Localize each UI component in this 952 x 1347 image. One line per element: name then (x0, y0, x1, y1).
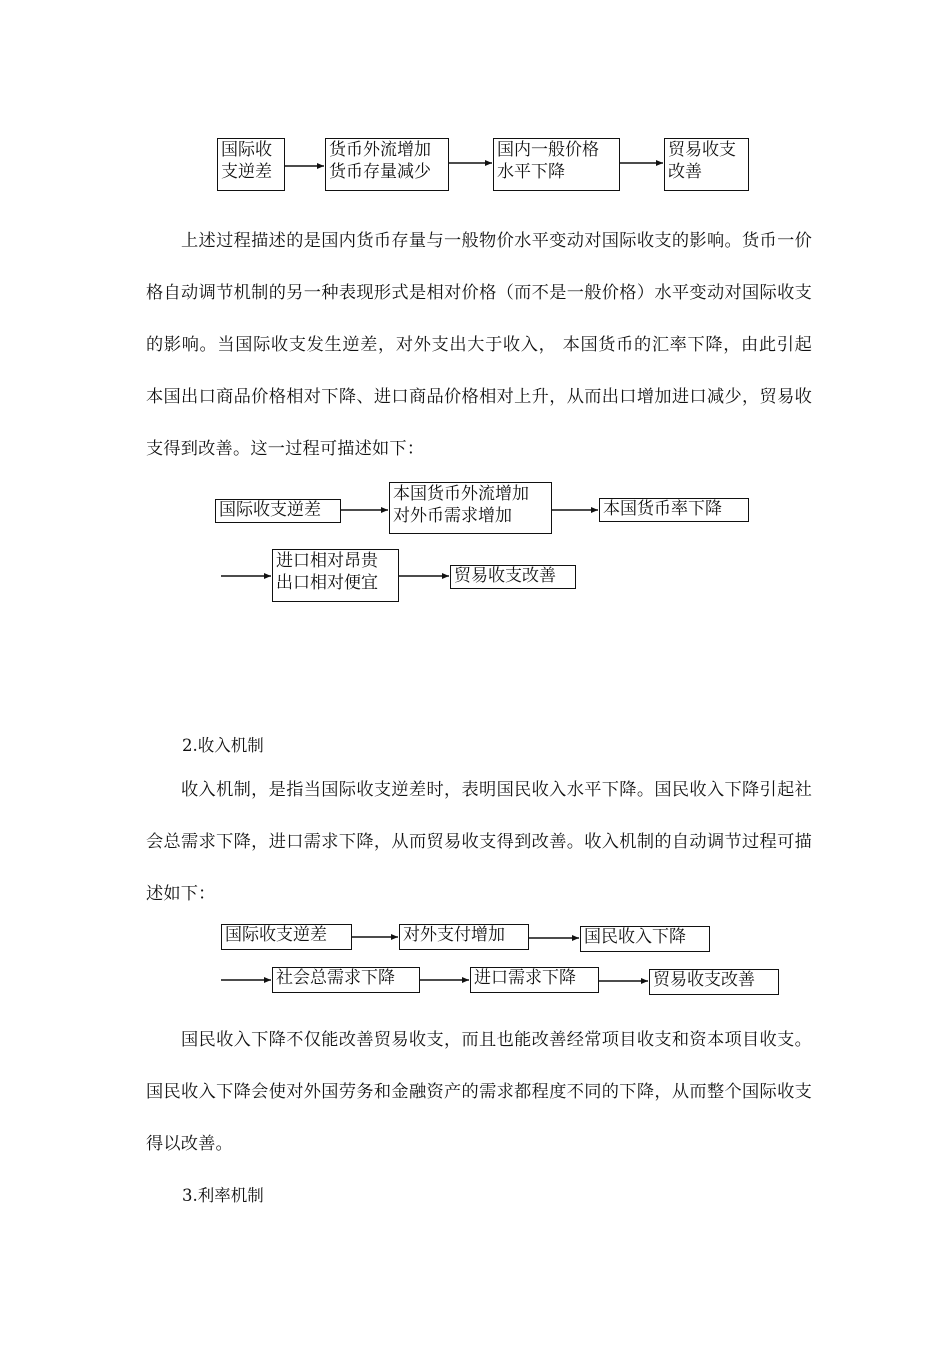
paragraph-income-mechanism: 收入机制，是指当国际收支逆差时，表明国民收入水平下降。国民收入下降引起社会总需求下降，进口需求下降，从而贸易收支得到改善。收入机制的自动调节过程可描述如下： (146, 780, 812, 904)
flow-box-trade-improve-2: 贸易收支改善 (450, 565, 576, 589)
flow-box-currency-outflow: 本国货币外流增加 对外币需求增加 (389, 482, 552, 534)
flow-box-price-level-fall: 国内一般价格 水平下降 (493, 138, 620, 191)
paragraph-income-effect: 国民收入下降不仅能改善贸易收支，而且也能改善经常项目收支和资本项目收支。国民收入下降会使对外国劳务和金融资产的需求都程度不同的下降，从而整个国际收支得以改善。 (146, 1030, 812, 1154)
flow-box-money-outflow: 货币外流增加 货币存量减少 (325, 138, 449, 191)
section-heading-income: 2.收入机制 (182, 736, 264, 755)
flow-box-trade-improve-3: 贸易收支改善 (649, 969, 779, 995)
flow-box-balance-deficit: 国际收 支逆差 (217, 138, 285, 191)
flow-box-exchange-rate-fall: 本国货币率下降 (599, 498, 749, 522)
flow-box-import-export-price: 进口相对昂贵 出口相对便宜 (272, 549, 399, 602)
flow-box-import-demand-fall: 进口需求下降 (470, 967, 599, 993)
flow-box-income-fall: 国民收入下降 (580, 926, 710, 952)
flow-box-balance-deficit-3: 国际收支逆差 (221, 924, 352, 950)
flow-box-balance-deficit-2: 国际收支逆差 (215, 499, 341, 523)
flow-box-payment-increase: 对外支付增加 (399, 924, 529, 950)
section-heading-interest: 3.利率机制 (182, 1186, 264, 1205)
flow-box-trade-improve: 贸易收支 改善 (664, 138, 749, 191)
paragraph-relative-price: 上述过程描述的是国内货币存量与一般物价水平变动对国际收支的影响。货币一价格自动调节机制的另一种表现形式是相对价格（而不是一般价格）水平变动对国际收支的影响。当国际收支发生逆差，对外支出大于收入， 本国货币的汇率下降，由此引起本国出口商品价格相对下降、进口商品价格相对上升，从而出口增加进口减少，贸易收支得到改善。这一过程可描述如下： (146, 231, 812, 459)
flow-box-demand-fall: 社会总需求下降 (272, 967, 420, 993)
